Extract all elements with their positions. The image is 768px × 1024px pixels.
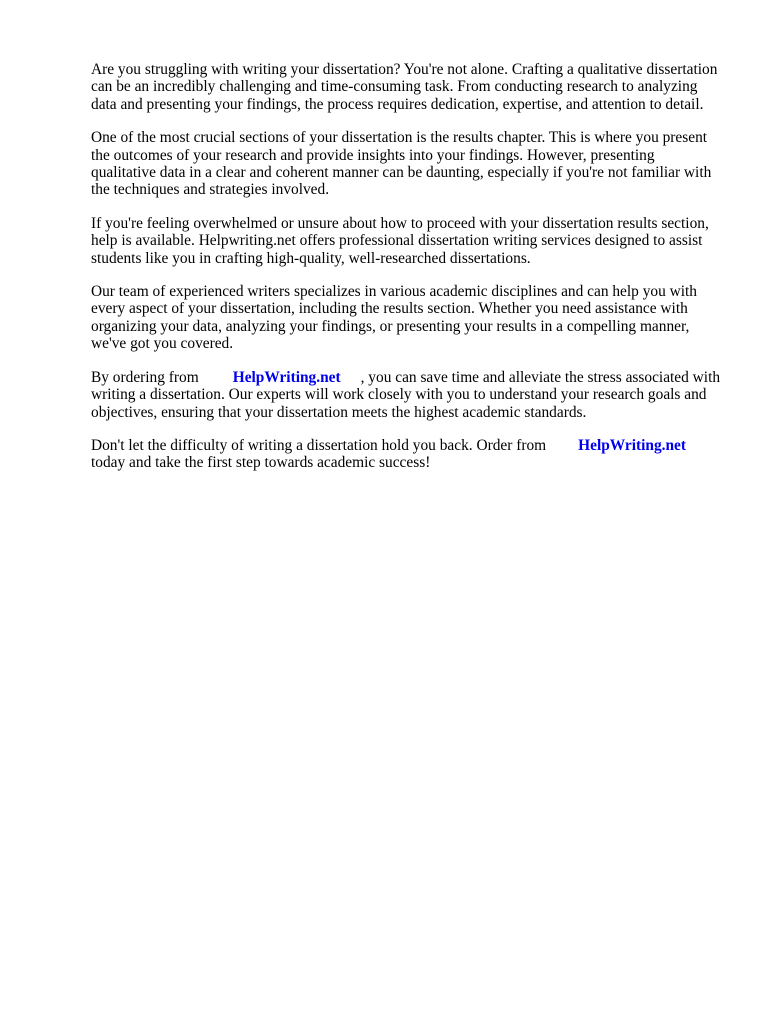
helpwriting-link-1[interactable]: HelpWriting.net [232,368,341,386]
paragraph-call-to-action [91,437,721,472]
paragraph-results-chapter: One of the most crucial sections of your dissertation is the results chapter. This is where you present the outcomes of your research and provide insights into your findings. However, presenting qualitative data in a clear and coherent manner can be daunting, especially if you're not familiar with the techniques and strategies involved. [91,129,712,199]
ordering-text-before: By ordering from [91,368,199,386]
helpwriting-link-2[interactable]: HelpWriting.net [578,436,687,454]
paragraph-help-available: If you're feeling overwhelmed or unsure about how to proceed with your dissertation results section, help is available. Helpwriting.net offers professional dissertation writing services designed to assist students like you in crafting high-quality, well-researched dissertations. [91,214,709,267]
cta-text-before: Don't let the difficulty of writing a dissertation hold you back. Order from [91,436,547,454]
ordering-text-after: , you can save time and alleviate the stress associated with writing a dissertation. Our experts will work closely with you to understand your research goals and objectives, ensuring that your dissertation meets the highest academic standards. [91,368,721,421]
paragraph-ordering [91,369,721,421]
document-body [91,61,721,488]
cta-text-after: today and take the first step towards academic success! [91,454,431,472]
paragraph-intro: Are you struggling with writing your dissertation? You're not alone. Crafting a qualitative dissertation can be an incredibly challenging and time-consuming task. From conducting research to analyzing data and presenting your findings, the process requires dedication, expertise, and attention to detail. [91,61,718,113]
paragraph-team: Our team of experienced writers specializes in various academic disciplines and can help you with every aspect of your dissertation, including the results section. Whether you need assistance with organizing your data, analyzing your findings, or presenting your results in a compelling manner, we've got you covered. [91,283,697,353]
